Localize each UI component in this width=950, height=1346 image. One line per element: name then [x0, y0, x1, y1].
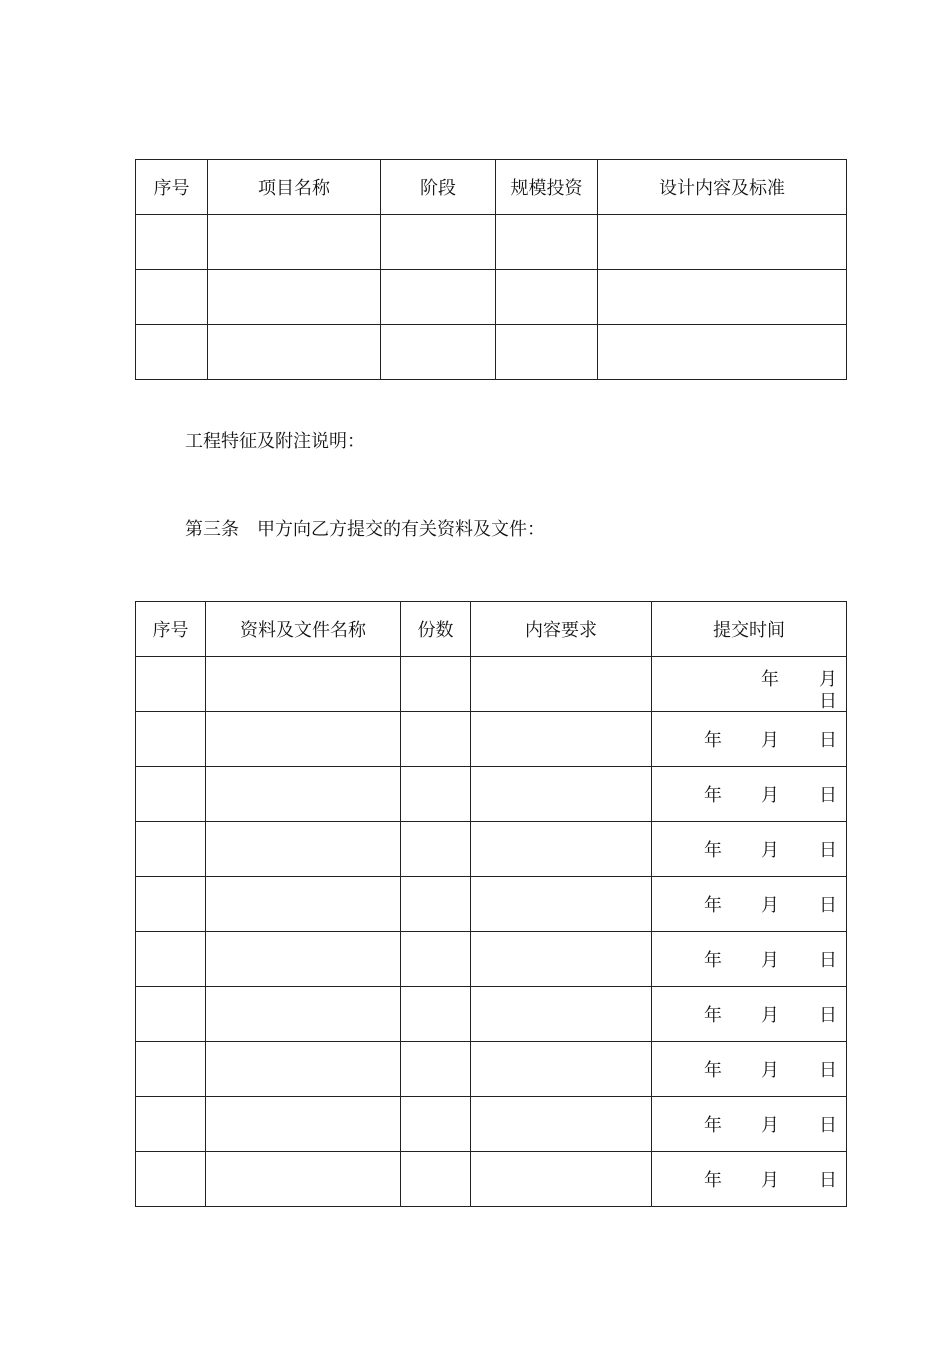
table-header-row [136, 160, 847, 215]
year-label: 年 [704, 1115, 722, 1136]
table-cell[interactable] [206, 932, 401, 987]
col-header-project-name: 项目名称 [208, 160, 381, 215]
table-cell[interactable] [206, 822, 401, 877]
table-cell[interactable] [208, 270, 381, 325]
submission-date-cell[interactable] [652, 1152, 847, 1207]
table-cell[interactable] [206, 1152, 401, 1207]
year-label: 年 [704, 950, 722, 971]
submission-date-cell[interactable] [652, 822, 847, 877]
table-cell[interactable] [471, 987, 652, 1042]
month-label: 月 [761, 1170, 779, 1191]
day-label: 日 [819, 1060, 837, 1081]
table-cell[interactable] [401, 1042, 471, 1097]
table-row [136, 877, 847, 932]
table-cell[interactable] [401, 767, 471, 822]
col-header-content-requirements: 内容要求 [471, 602, 652, 657]
month-label: 月 [761, 1005, 779, 1026]
day-label: 日 [819, 730, 837, 751]
table-cell[interactable] [136, 712, 206, 767]
table-row [136, 657, 847, 712]
project-features-note: 工程特征及附注说明： [185, 431, 365, 452]
table-cell[interactable] [381, 215, 496, 270]
day-label: 日 [819, 1115, 837, 1136]
table-cell[interactable] [208, 325, 381, 380]
table-cell[interactable] [206, 877, 401, 932]
table-row [136, 1152, 847, 1207]
table-cell[interactable] [136, 987, 206, 1042]
year-label: 年 [704, 895, 722, 916]
day-label: 日 [819, 895, 837, 916]
col-header-stage: 阶段 [381, 160, 496, 215]
table-cell[interactable] [598, 270, 847, 325]
table-cell[interactable] [206, 767, 401, 822]
table-cell[interactable] [136, 822, 206, 877]
table-cell[interactable] [471, 1097, 652, 1152]
table-cell[interactable] [136, 877, 206, 932]
month-label: 月 [761, 895, 779, 916]
day-label: 日 [819, 1170, 837, 1191]
table-row [136, 767, 847, 822]
month-label: 月 [761, 840, 779, 861]
year-label: 年 [704, 1005, 722, 1026]
submission-date-cell[interactable] [652, 987, 847, 1042]
table-cell[interactable] [496, 325, 598, 380]
month-label: 月 [761, 950, 779, 971]
table-cell[interactable] [598, 325, 847, 380]
col-header-scale-investment: 规模投资 [496, 160, 598, 215]
submission-date-cell[interactable] [652, 1042, 847, 1097]
table-cell[interactable] [401, 932, 471, 987]
table-cell[interactable] [206, 1097, 401, 1152]
design-items-table [135, 159, 847, 380]
year-label: 年 [704, 840, 722, 861]
table-row [136, 1042, 847, 1097]
table-row [136, 822, 847, 877]
day-label: 日 [819, 950, 837, 971]
table-cell[interactable] [206, 1042, 401, 1097]
table-cell[interactable] [471, 877, 652, 932]
table-cell[interactable] [471, 1042, 652, 1097]
year-label: 年 [704, 730, 722, 751]
col-header-document-name: 资料及文件名称 [206, 602, 401, 657]
month-label: 月 [761, 1115, 779, 1136]
table-cell[interactable] [136, 325, 208, 380]
table-row [136, 987, 847, 1042]
year-label: 年 [761, 669, 779, 690]
day-label: 日 [819, 1005, 837, 1026]
table-cell[interactable] [136, 932, 206, 987]
table-row [136, 932, 847, 987]
table-cell[interactable] [471, 712, 652, 767]
table-cell[interactable] [471, 932, 652, 987]
table-cell[interactable] [206, 657, 401, 712]
table-cell[interactable] [136, 1042, 206, 1097]
table-cell[interactable] [401, 1152, 471, 1207]
table-cell[interactable] [381, 270, 496, 325]
table-cell[interactable] [136, 270, 208, 325]
table-cell[interactable] [206, 987, 401, 1042]
table-cell[interactable] [496, 270, 598, 325]
table-cell[interactable] [471, 822, 652, 877]
table-cell[interactable] [401, 987, 471, 1042]
table-row [136, 215, 847, 270]
col-header-submission-time: 提交时间 [652, 602, 847, 657]
table-cell[interactable] [401, 657, 471, 712]
table-cell[interactable] [381, 325, 496, 380]
submission-date-cell[interactable] [652, 767, 847, 822]
year-label: 年 [704, 785, 722, 806]
submission-date-cell[interactable] [652, 712, 847, 767]
month-label: 月 [761, 785, 779, 806]
table-cell[interactable] [206, 712, 401, 767]
month-label: 月 [761, 730, 779, 751]
table-cell[interactable] [598, 215, 847, 270]
table-cell[interactable] [471, 767, 652, 822]
submission-date-cell[interactable] [652, 657, 847, 712]
table-row [136, 712, 847, 767]
table-cell[interactable] [496, 215, 598, 270]
table-cell[interactable] [471, 657, 652, 712]
table-cell[interactable] [471, 1152, 652, 1207]
table-cell[interactable] [401, 1097, 471, 1152]
year-label: 年 [704, 1060, 722, 1081]
table-cell[interactable] [136, 1097, 206, 1152]
year-label: 年 [704, 1170, 722, 1191]
table-cell[interactable] [401, 712, 471, 767]
table-cell[interactable] [136, 215, 208, 270]
documents-table [135, 601, 847, 1207]
col-header-serial: 序号 [136, 160, 208, 215]
table-cell[interactable] [136, 1152, 206, 1207]
col-header-copies: 份数 [401, 602, 471, 657]
table-header-row [136, 602, 847, 657]
submission-date-cell[interactable] [652, 932, 847, 987]
submission-date-cell[interactable] [652, 1097, 847, 1152]
day-label: 日 [819, 785, 837, 806]
col-header-design-content: 设计内容及标准 [598, 160, 847, 215]
table-row [136, 325, 847, 380]
table-cell[interactable] [401, 822, 471, 877]
day-label: 日 [819, 840, 837, 861]
table-cell[interactable] [136, 767, 206, 822]
table-row [136, 270, 847, 325]
table-cell[interactable] [401, 877, 471, 932]
month-label: 月 [761, 1060, 779, 1081]
submission-date-cell[interactable] [652, 877, 847, 932]
month-label: 月 [819, 669, 837, 690]
day-label: 日 [819, 691, 837, 712]
col-header-serial: 序号 [136, 602, 206, 657]
table-cell[interactable] [136, 657, 206, 712]
table-row [136, 1097, 847, 1152]
article-three-heading: 第三条 甲方向乙方提交的有关资料及文件： [185, 519, 545, 540]
table-cell[interactable] [208, 215, 381, 270]
